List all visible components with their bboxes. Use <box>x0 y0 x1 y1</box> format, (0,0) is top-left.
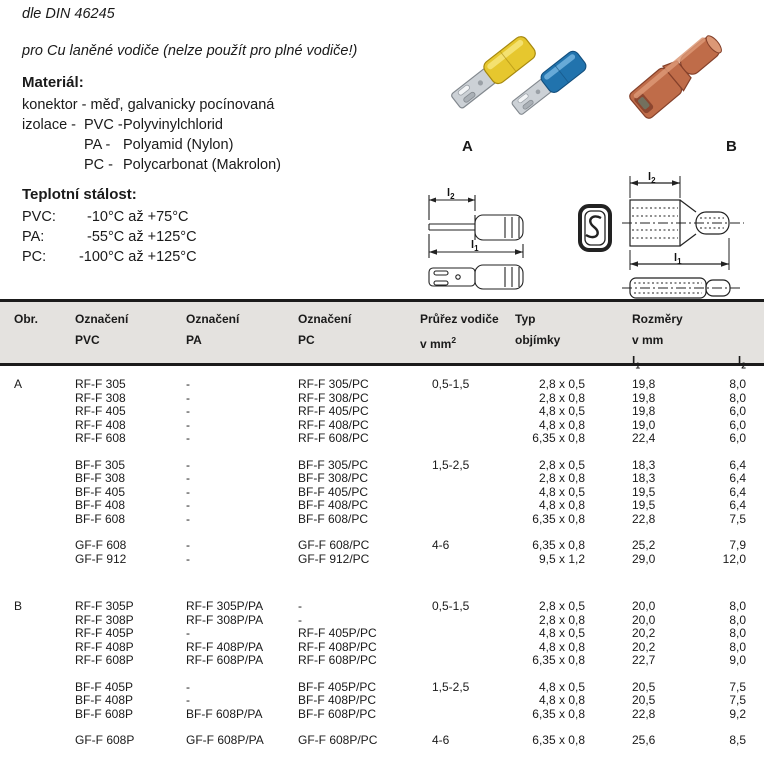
cell-l2: 8,0 <box>729 390 746 405</box>
cell-pc: RF-F 305/PC <box>298 377 369 391</box>
cell-typ: 2,8 x 0,5 <box>538 599 585 613</box>
table-row <box>0 405 764 419</box>
cell-pvc: BF-F 608P <box>75 706 134 721</box>
cell-pvc: BF-F 405 <box>75 484 126 499</box>
table-row <box>0 392 764 406</box>
drawing-a <box>425 182 540 294</box>
table-row <box>0 553 764 567</box>
cell-l1: 18,3 <box>632 471 656 485</box>
table-group <box>0 681 764 722</box>
photo-connector-b <box>618 24 762 134</box>
cell-cross-section <box>420 694 515 708</box>
table-row <box>0 654 764 668</box>
cell-pa: - <box>186 498 190 512</box>
cell-cross-section: 4-6 <box>432 733 450 747</box>
dim-l1-label: $l_1$ <box>471 239 479 253</box>
cell-obr <box>0 641 75 655</box>
cell-l1: 22,7 <box>632 653 656 667</box>
cell-obr <box>0 681 75 695</box>
cell-l2: 8,0 <box>729 639 746 654</box>
cell-typ: 4,8 x 0,8 <box>538 498 585 512</box>
material-name: Polyvinylchlorid <box>123 117 223 133</box>
dim-l2-label: $l_2$ <box>447 187 455 201</box>
cell-pa: RF-F 408P/PA <box>186 639 264 654</box>
cell-l2: 6,4 <box>729 498 746 512</box>
temperature-row <box>22 207 197 227</box>
din-standard: dle DIN 46245 <box>22 6 115 22</box>
temp-label: PC: <box>22 249 47 265</box>
cell-cross-section <box>420 486 515 500</box>
cell-pc: BF-F 308/PC <box>298 471 369 485</box>
cell-l2: 8,0 <box>729 599 746 613</box>
cell-l1: 25,2 <box>632 538 656 552</box>
cell-cross-section: 1,5-2,5 <box>432 457 470 472</box>
cell-pvc: RF-F 608 <box>75 431 126 445</box>
table-row <box>0 627 764 641</box>
cell-l2: 9,0 <box>729 653 746 667</box>
cell-pc: BF-F 305/PC <box>298 457 369 472</box>
cell-cross-section <box>420 641 515 655</box>
material-name: Polyamid (Nylon) <box>123 137 234 153</box>
cell-typ: 4,8 x 0,5 <box>538 679 585 694</box>
cell-l1: 18,3 <box>632 457 656 472</box>
cell-l2: 7,9 <box>729 538 746 552</box>
cell-pa: - <box>186 693 190 707</box>
cell-pvc: BF-F 408 <box>75 498 126 512</box>
table-row <box>0 600 764 614</box>
cell-typ: 2,8 x 0,5 <box>538 457 585 472</box>
cell-pvc: RF-F 408P <box>75 639 134 654</box>
cell-pc: GF-F 912/PC <box>298 551 370 566</box>
cell-cross-section <box>420 405 515 419</box>
material-abbr: PC - <box>84 157 113 173</box>
cell-pc: - <box>298 599 302 613</box>
cell-l2: 6,4 <box>729 471 746 485</box>
cell-pc: - <box>298 612 302 627</box>
cell-obr <box>0 654 75 668</box>
cell-cross-section <box>420 419 515 433</box>
temp-range: °C až +125°C <box>108 249 197 265</box>
cell-pc: RF-F 608P/PC <box>298 653 377 667</box>
header-l2: $l_2$ <box>737 354 746 371</box>
table-row <box>0 681 764 695</box>
header-prurez: Průřez vodiče v $mm^2$ <box>420 312 499 351</box>
cell-typ: 6,35 x 0,8 <box>532 706 585 721</box>
cell-cross-section <box>420 499 515 513</box>
salmon-connector-image <box>628 29 728 120</box>
material-prefix <box>22 135 84 155</box>
table-row <box>0 708 764 722</box>
cell-cross-section: 0,5-1,5 <box>432 377 470 391</box>
table-row <box>0 499 764 513</box>
temp-range: °C až +125°C <box>108 229 197 245</box>
cell-pvc: BF-F 305 <box>75 457 126 472</box>
cell-typ: 6,35 x 0,8 <box>532 511 585 526</box>
material-block <box>22 74 281 175</box>
cell-l2: 12,0 <box>722 551 746 566</box>
cell-l1: 19,8 <box>632 404 656 418</box>
material-prefix <box>22 155 84 175</box>
dim-l2-label: $l_2$ <box>648 171 656 185</box>
cell-pvc: BF-F 308 <box>75 471 126 485</box>
cell-obr <box>0 553 75 567</box>
cell-pc: RF-F 405/PC <box>298 404 369 418</box>
cell-pa: - <box>186 471 190 485</box>
cell-pc: BF-F 408/PC <box>298 498 369 512</box>
cell-pa: - <box>186 457 190 472</box>
cell-pc: GF-F 608P/PC <box>298 733 378 747</box>
table-row <box>0 513 764 527</box>
table-row <box>0 486 764 500</box>
temp-value: -55 <box>87 229 108 245</box>
table-section <box>0 378 764 566</box>
cell-obr <box>0 392 75 406</box>
cell-pc: BF-F 608/PC <box>298 511 369 526</box>
header-rozmery-l1: Rozměry v mm $l_1$ <box>632 312 683 371</box>
cell-l1: 20,0 <box>632 612 656 627</box>
header-typ: Typ objímky <box>515 312 561 347</box>
table-header <box>0 299 764 371</box>
temp-range: °C až +75°C <box>108 209 189 225</box>
cell-obr <box>0 627 75 641</box>
cell-l1: 20,5 <box>632 693 656 707</box>
cell-cross-section <box>420 513 515 527</box>
cell-pa: - <box>186 551 190 566</box>
cell-pc: BF-F 405P/PC <box>298 679 377 694</box>
header-obr: Obr. <box>14 312 39 326</box>
cell-l1: 29,0 <box>632 551 656 566</box>
cell-l1: 19,8 <box>632 390 656 405</box>
cell-cross-section <box>420 614 515 628</box>
header-oznaceni-pa: Označení PA <box>186 312 240 347</box>
material-row <box>22 115 281 135</box>
cell-obr <box>0 614 75 628</box>
cell-cross-section <box>420 432 515 446</box>
cell-l2: 6,4 <box>729 457 746 472</box>
header-oznaceni-pvc: Označení PVC <box>75 312 129 347</box>
table-row <box>0 459 764 473</box>
cell-pc: RF-F 405P/PC <box>298 626 377 640</box>
cell-pa: - <box>186 417 190 432</box>
cell-pvc: RF-F 408 <box>75 417 126 432</box>
table-group <box>0 378 764 446</box>
cell-l1: 19,0 <box>632 417 656 432</box>
table-group <box>0 600 764 668</box>
table-group <box>0 539 764 566</box>
table-row <box>0 419 764 433</box>
cell-pc: RF-F 308/PC <box>298 390 369 405</box>
cell-l1: 19,5 <box>632 498 656 512</box>
cell-typ: 2,8 x 0,5 <box>538 377 585 391</box>
cell-typ: 4,8 x 0,5 <box>538 484 585 499</box>
cell-pa: - <box>186 484 190 499</box>
cell-pa: RF-F 305P/PA <box>186 599 264 613</box>
temperature-row <box>22 247 197 267</box>
temperature-title: Teplotní stálost: <box>22 186 137 203</box>
cell-pa: - <box>186 626 190 640</box>
temp-value: -10 <box>87 209 108 225</box>
material-title: Materiál: <box>22 74 84 91</box>
cell-cross-section: 0,5-1,5 <box>432 599 470 613</box>
header-oznaceni-pc: Označení PC <box>298 312 352 347</box>
cell-pvc: RF-F 308 <box>75 390 126 405</box>
cell-l1: 19,8 <box>632 377 656 391</box>
material-name: Polycarbonat (Makrolon) <box>123 157 281 173</box>
subtitle: pro Cu laněné vodiče (nelze použít pro plné vodiče!) <box>22 43 358 59</box>
cell-typ: 4,8 x 0,8 <box>538 639 585 654</box>
table-row <box>0 472 764 486</box>
cell-pa: BF-F 608P/PA <box>186 706 263 721</box>
cell-obr: A <box>14 377 23 391</box>
cell-pa: - <box>186 390 190 405</box>
cell-typ: 2,8 x 0,8 <box>538 612 585 627</box>
cell-typ: 2,8 x 0,8 <box>538 471 585 485</box>
cell-l1: 22,4 <box>632 431 656 445</box>
table-row <box>0 694 764 708</box>
cell-pvc: RF-F 305 <box>75 377 126 391</box>
cell-l1: 22,8 <box>632 706 656 721</box>
temperature-block <box>22 186 197 267</box>
table-row <box>0 539 764 553</box>
photo-b-label: B <box>726 138 737 155</box>
cell-l1: 20,2 <box>632 639 656 654</box>
table-group <box>0 459 764 527</box>
cell-l2: 6,4 <box>729 484 746 499</box>
material-line1: konektor - měď, galvanicky pocínovaná <box>22 97 275 113</box>
cell-pvc: RF-F 405 <box>75 404 126 418</box>
cell-cross-section <box>420 627 515 641</box>
cell-l2: 9,2 <box>729 706 746 721</box>
dim-l1-label: $l_1$ <box>674 252 682 266</box>
cell-l2: 6,0 <box>729 417 746 432</box>
cell-l2: 7,5 <box>729 511 746 526</box>
cell-pvc: BF-F 408P <box>75 693 134 707</box>
drawing-b <box>572 170 761 302</box>
cell-cross-section <box>420 392 515 406</box>
cell-pc: GF-F 608/PC <box>298 538 370 552</box>
temp-label: PVC: <box>22 209 56 225</box>
cell-l2: 8,0 <box>729 377 746 391</box>
cell-pvc: BF-F 608 <box>75 511 126 526</box>
cell-l1: 20,2 <box>632 626 656 640</box>
cell-pc: RF-F 408P/PC <box>298 639 377 654</box>
cell-obr <box>0 499 75 513</box>
cell-obr <box>0 405 75 419</box>
table-row <box>0 641 764 655</box>
cell-pa: - <box>186 511 190 526</box>
cell-obr <box>0 472 75 486</box>
cell-l1: 25,6 <box>632 733 656 747</box>
photo-a-label: A <box>462 138 473 155</box>
cell-cross-section <box>420 654 515 668</box>
material-row <box>22 155 281 175</box>
cell-typ: 6,35 x 0,8 <box>532 538 585 552</box>
cell-pvc: RF-F 405P <box>75 626 134 640</box>
cell-l1: 20,0 <box>632 599 656 613</box>
material-abbr: PVC - <box>84 117 123 133</box>
cell-typ: 2,8 x 0,8 <box>538 390 585 405</box>
cell-typ: 9,5 x 1,2 <box>538 551 585 566</box>
cell-pvc: GF-F 912 <box>75 551 127 566</box>
cell-obr <box>0 734 75 748</box>
cell-obr <box>0 513 75 527</box>
cell-typ: 6,35 x 0,8 <box>532 733 585 747</box>
cell-l2: 8,5 <box>729 733 746 747</box>
cell-pa: - <box>186 431 190 445</box>
table-body <box>0 372 764 748</box>
cell-typ: 4,8 x 0,8 <box>538 417 585 432</box>
temperature-row <box>22 227 197 247</box>
table-group <box>0 734 764 748</box>
cell-l1: 20,5 <box>632 679 656 694</box>
material-prefix: izolace - <box>22 117 76 133</box>
cell-obr <box>0 708 75 722</box>
cell-obr <box>0 432 75 446</box>
material-abbr: PA - <box>84 137 111 153</box>
cell-pvc: BF-F 405P <box>75 679 134 694</box>
cell-obr <box>0 694 75 708</box>
cell-pvc: RF-F 308P <box>75 612 134 627</box>
cell-l2: 8,0 <box>729 626 746 640</box>
cell-pa: - <box>186 538 190 552</box>
cell-obr <box>0 539 75 553</box>
cell-pvc: GF-F 608P <box>75 733 135 747</box>
cell-cross-section: 1,5-2,5 <box>432 679 470 694</box>
cell-l2: 8,0 <box>729 612 746 627</box>
cell-pa: - <box>186 404 190 418</box>
cell-pa: - <box>186 377 190 391</box>
cell-pvc: RF-F 305P <box>75 599 134 613</box>
cell-pc: BF-F 405/PC <box>298 484 369 499</box>
cell-typ: 4,8 x 0,5 <box>538 626 585 640</box>
cell-typ: 4,8 x 0,8 <box>538 693 585 707</box>
cell-pa: RF-F 308P/PA <box>186 612 264 627</box>
cell-l1: 19,5 <box>632 484 656 499</box>
table-row <box>0 432 764 446</box>
photo-connectors-a <box>440 22 590 132</box>
cell-pa: RF-F 608P/PA <box>186 653 264 667</box>
cell-pa: - <box>186 679 190 694</box>
cell-obr: B <box>14 599 23 613</box>
cell-l2: 7,5 <box>729 693 746 707</box>
cell-obr <box>0 459 75 473</box>
cell-obr <box>0 419 75 433</box>
cell-pc: BF-F 608P/PC <box>298 706 377 721</box>
cell-pc: BF-F 408P/PC <box>298 693 377 707</box>
cell-pvc: RF-F 608P <box>75 653 134 667</box>
cell-pc: RF-F 408/PC <box>298 417 369 432</box>
cell-l1: 22,8 <box>632 511 656 526</box>
cell-pvc: GF-F 608 <box>75 538 127 552</box>
table-row <box>0 378 764 392</box>
cell-pa: GF-F 608P/PA <box>186 733 264 747</box>
cell-cross-section <box>420 708 515 722</box>
cell-pc: RF-F 608/PC <box>298 431 369 445</box>
material-row <box>22 135 281 155</box>
cell-obr <box>0 486 75 500</box>
table-section <box>0 600 764 748</box>
cell-cross-section <box>420 553 515 567</box>
cell-l2: 6,0 <box>729 431 746 445</box>
table-row <box>0 734 764 748</box>
table-row <box>0 614 764 628</box>
cell-cross-section: 4-6 <box>432 538 450 552</box>
cell-typ: 4,8 x 0,5 <box>538 404 585 418</box>
temp-value: -100 <box>78 249 108 265</box>
cell-typ: 6,35 x 0,8 <box>532 431 585 445</box>
cell-l2: 7,5 <box>729 679 746 694</box>
cell-typ: 6,35 x 0,8 <box>532 653 585 667</box>
temp-label: PA: <box>22 229 45 245</box>
cell-cross-section <box>420 472 515 486</box>
cell-l2: 6,0 <box>729 404 746 418</box>
